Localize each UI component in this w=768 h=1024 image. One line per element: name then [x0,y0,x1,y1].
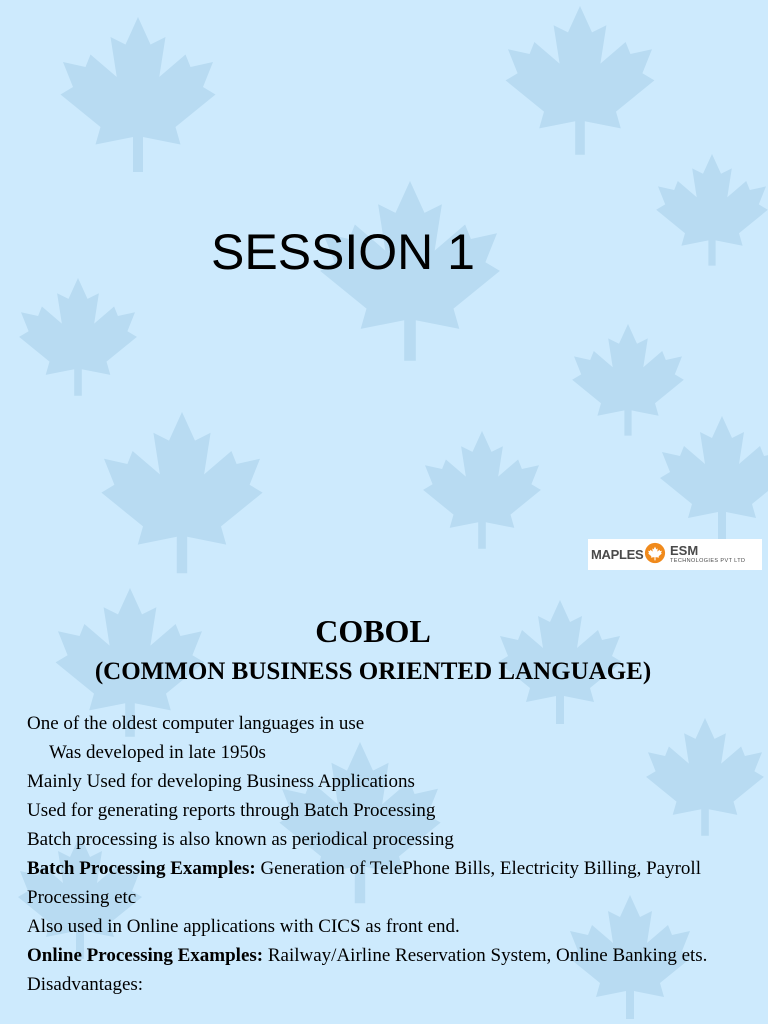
online-examples-label: Online Processing Examples: [27,945,264,966]
point-online-examples [27,941,727,970]
maple-leaf-icon [660,416,768,540]
point-periodical: Batch processing is also known as periodical processing [27,829,454,850]
point-disadvantages: Disadvantages: [27,974,144,995]
session-title: SESSION 1 [211,224,475,280]
point-batch-reports: Used for generating reports through Batch Processing [27,800,436,821]
maple-leaf-icon [656,154,768,266]
maple-leaf-icon [423,431,541,549]
cobol-heading: COBOL [315,613,431,649]
point-oldest-language: One of the oldest computer languages in use [27,713,365,734]
point-batch-examples [27,854,727,912]
maple-leaf-icon [101,412,262,573]
logo-subtitle-text: TECHNOLOGIES PVT LTD [670,558,746,564]
batch-examples-label: Batch Processing Examples: [27,858,256,879]
maple-leaf-icon [572,324,684,436]
maple-leaf-icon [61,17,216,172]
point-developed-date: Was developed in late 1950s [49,742,266,763]
cobol-description [27,709,727,999]
point-online-cics: Also used in Online applications with CICS as front end. [27,916,460,937]
logo-name-text: ESM [670,543,699,558]
logo-brand-text: MAPLES [591,547,644,562]
maple-leaf-icon [19,278,137,396]
maple-leaf-icon [506,6,655,155]
cobol-expansion-heading: (COMMON BUSINESS ORIENTED LANGUAGE) [94,658,652,685]
company-logo [588,539,762,570]
batch-examples-text: Generation of TelePhone Bills, Electricity Billing, Payroll Processing etc [27,858,701,908]
maple-leaf-logo-icon [644,542,666,564]
point-business-apps: Mainly Used for developing Business Applications [27,771,415,792]
online-examples-text: Railway/Airline Reservation System, Online Banking ets. [263,945,708,966]
